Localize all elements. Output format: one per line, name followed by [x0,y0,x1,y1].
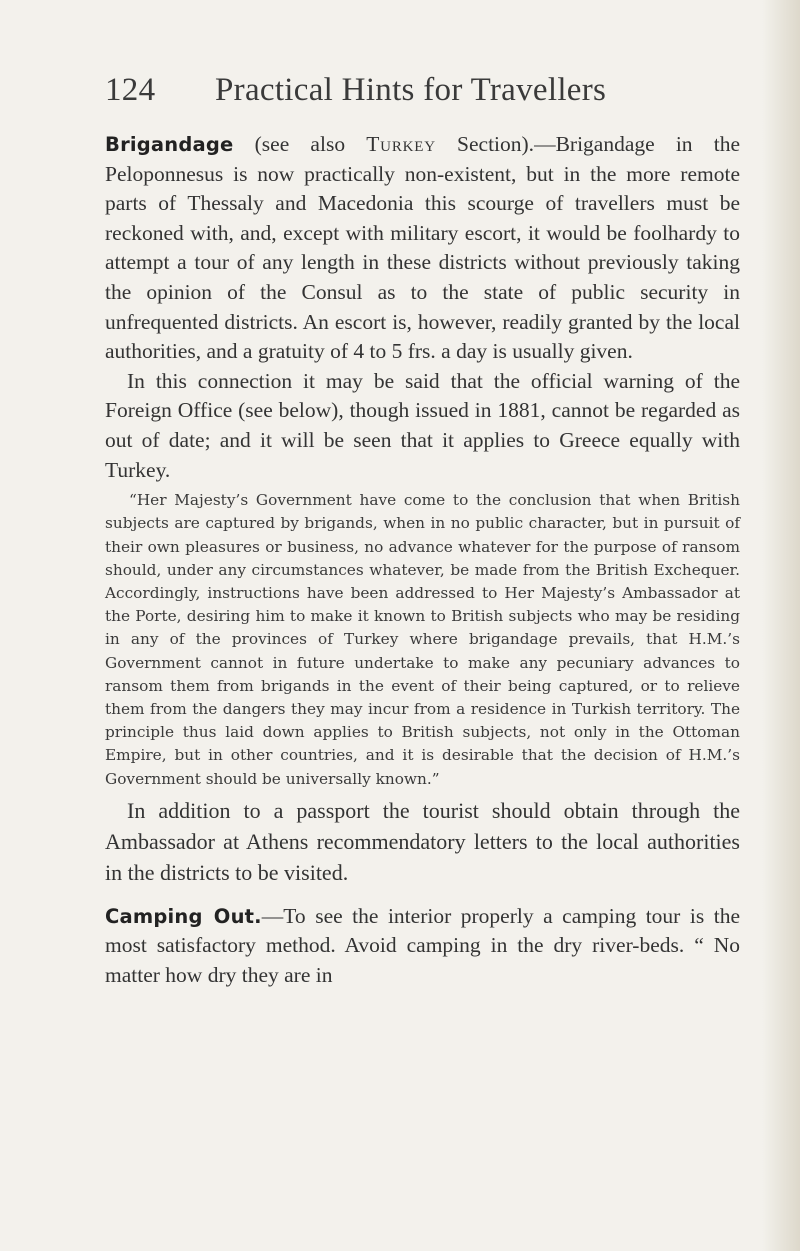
brigandage-text-1: —Brigandage in the Peloponnesus is now practically non-existent, but in the more remote parts of Thessaly and Macedonia this scourge of travellers must be reckoned with, and, except with military escort, it would be foolhardy to attempt a tour of any length in these districts without previously taking the opinion of the Consul as to the state of public security in unfrequented districts. An escort is, however, readily granted by the local authorities, and a gratuity of 4 to 5 frs. a day is usually given. [105,132,741,364]
brigandage-ref-turkey: Turkey [366,132,436,156]
brigandage-paragraph-1 [105,130,740,367]
camping-heading: Camping Out. [105,904,262,928]
brigandage-paragraph-3: In addition to a passport the tourist should obtain through the Ambassador at Athens recommendatory letters to the local authorities in the districts to be visited. [105,797,740,885]
foreign-office-quote: “Her Majesty’s Government have come to the conclusion that when British subjects are captured by brigands, when in no public character, but in pursuit of their own pleasures or business, no advance whatever for the purpose of ransom should, under any circumstances whatever, be made from the British Exchequer. Accordingly, instructions have been addressed to Her Majesty’s Ambassador at the Porte, desiring him to make it known to British subjects who may be residing in any of the provinces of Turkey where brigandage prevails, that H.M.’s Government cannot in future undertake to make any pecuniary advances to ransom them from brigands in the event of their being captured, or to relieve them from the dangers they may incur from a residence in Turkish territory. The principle thus laid down applies to British subjects, not only in the Ottoman Empire, but in other countries, and it is desirable that the decision of H.M.’s Government should be universally known.” [105,491,740,788]
running-title: Practical Hints for Travellers [215,72,607,108]
running-header [105,72,725,109]
page-number: 124 [105,72,156,108]
brigandage-ref-close: Section). [435,132,535,156]
page-body [105,130,740,991]
brigandage-heading: Brigandage [105,133,234,156]
camping-text: —To see the interior properly a camping tour is the most satisfactory method. Avoid camping in the dry river-beds. “ No matter how dry they are in [105,903,740,987]
camping-paragraph [105,902,740,991]
brigandage-ref-open: (see also [233,132,367,156]
brigandage-paragraph-2: In this connection it may be said that the official warning of the Foreign Office (see below), though issued in 1881, cannot be regarded as out of date; and it will be seen that it applies to Greece equally with Turkey. [105,368,740,482]
page-edge-shadow [762,0,800,1251]
